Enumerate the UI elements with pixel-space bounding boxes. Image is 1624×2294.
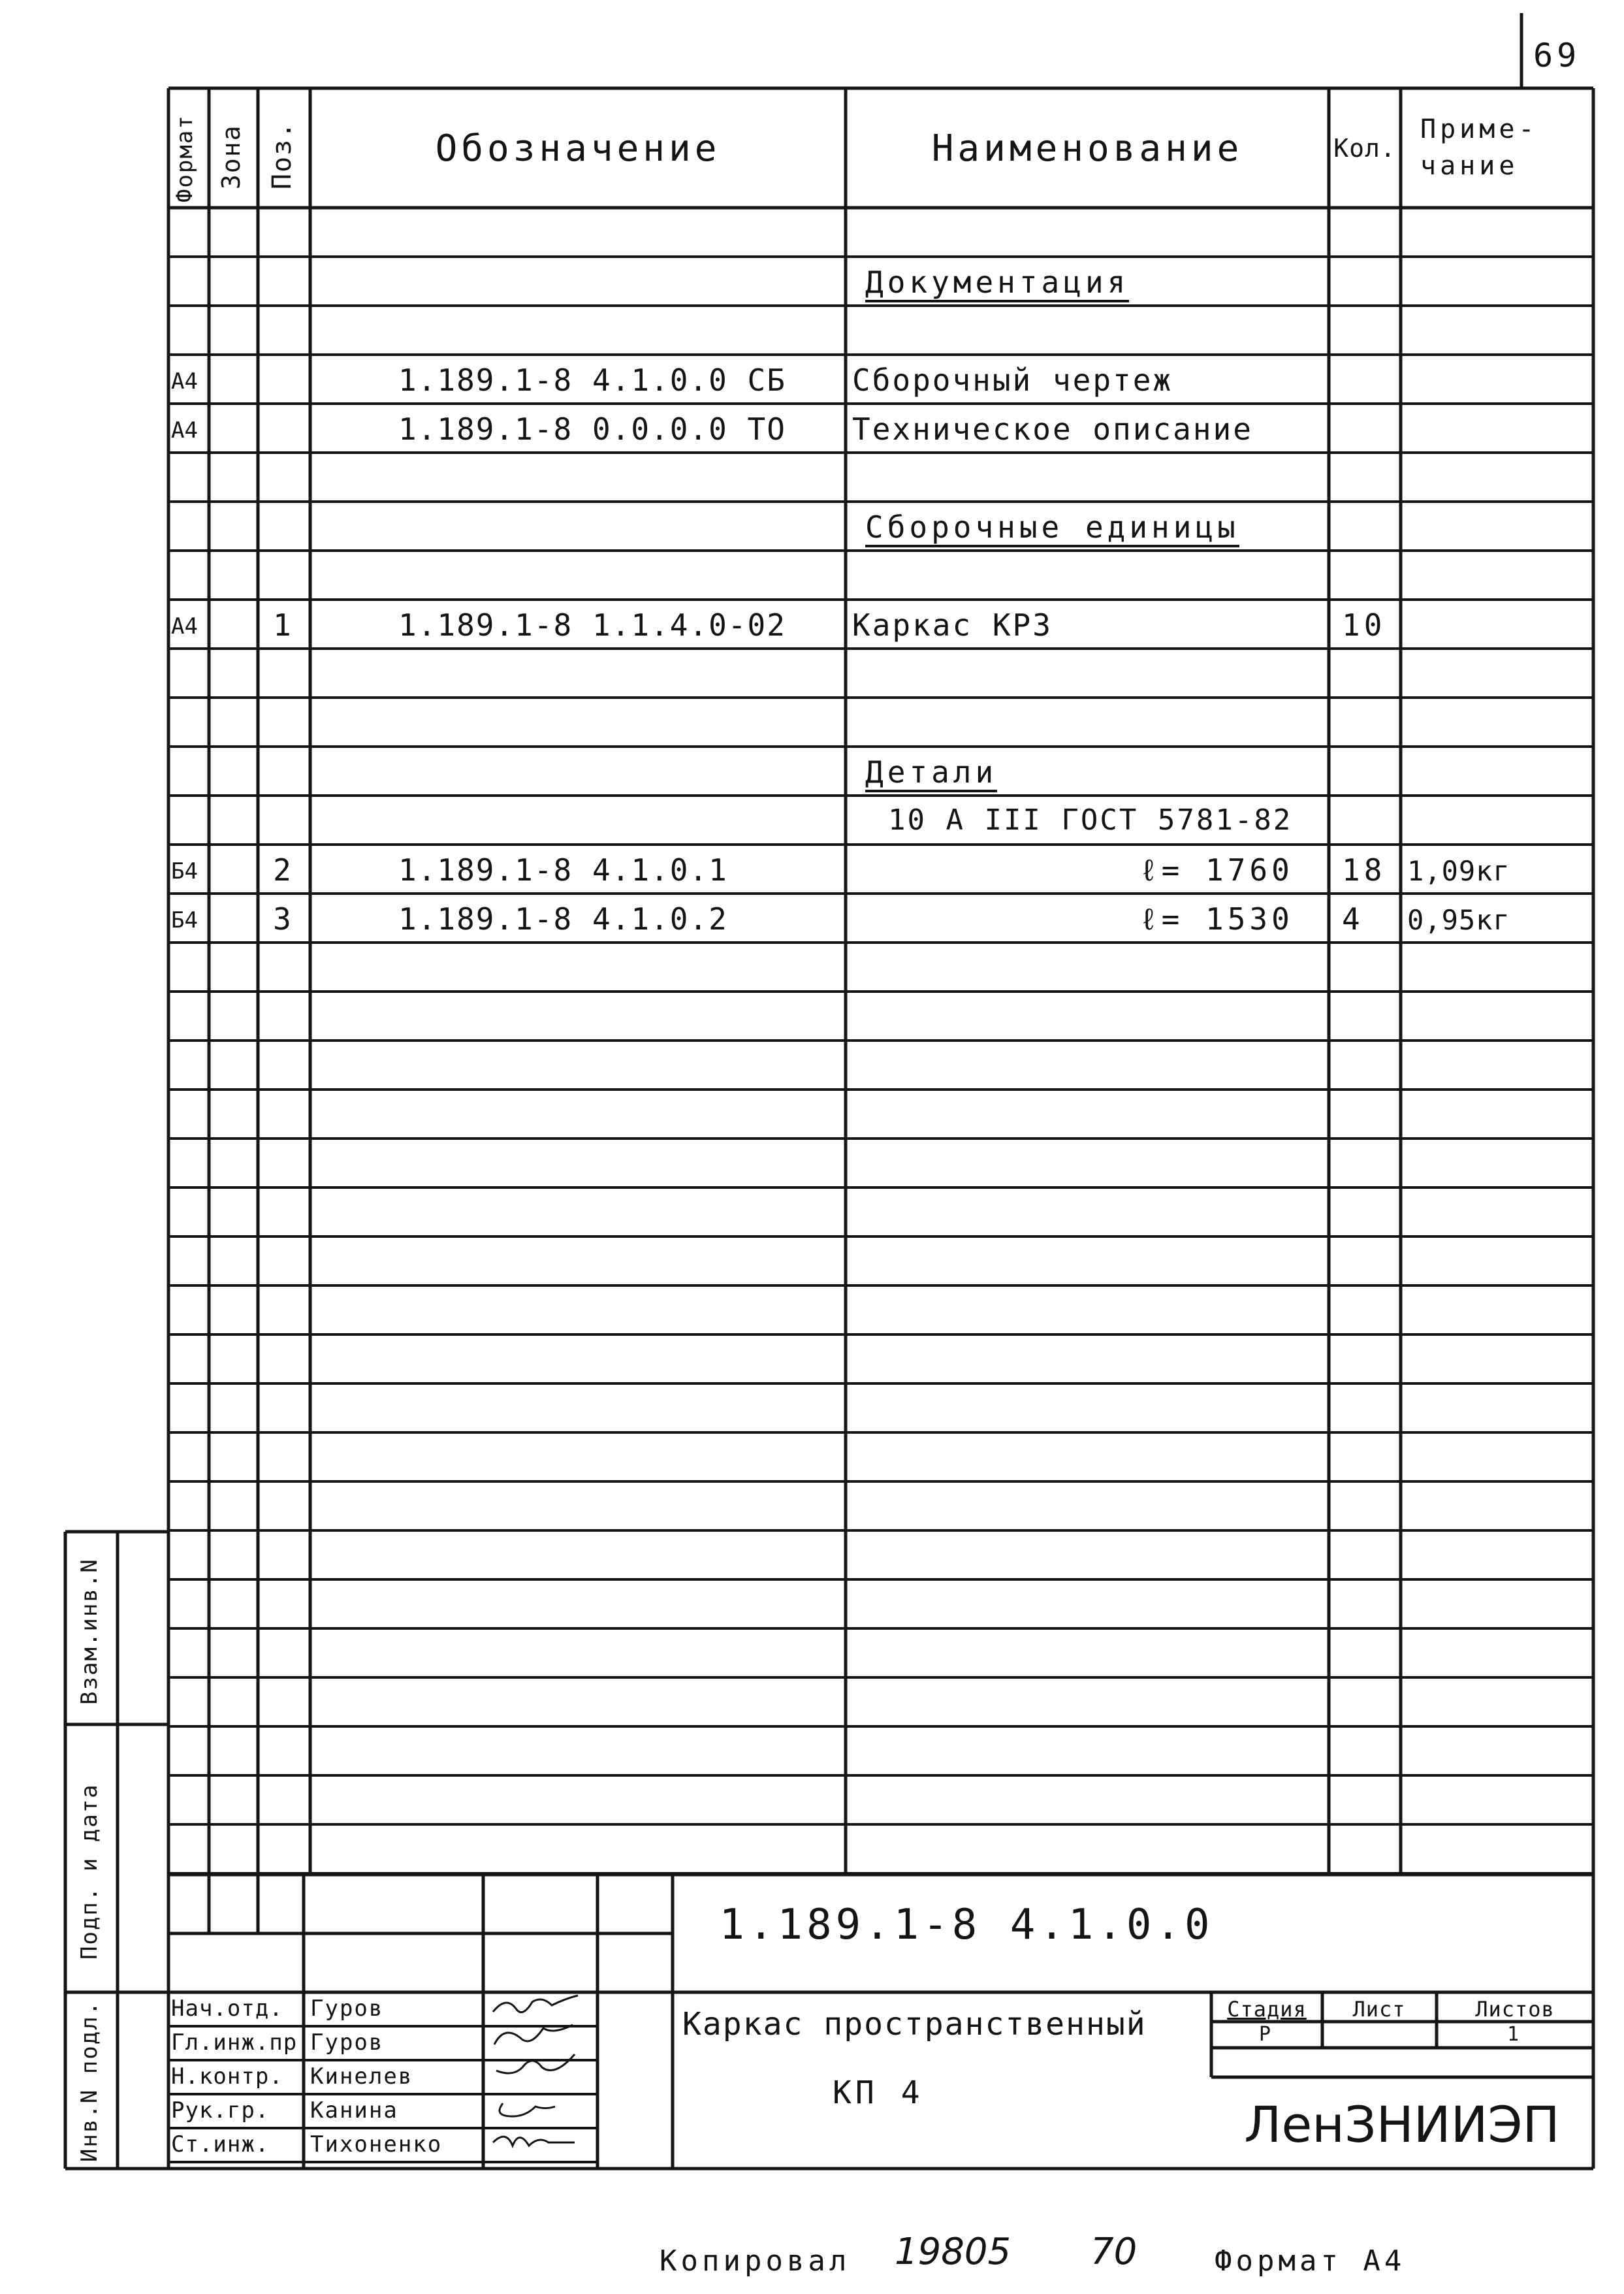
row-format: Б4 xyxy=(171,858,198,884)
row-pos: 3 xyxy=(273,901,295,937)
signature-name: Канина xyxy=(310,2097,398,2124)
row-name: Техническое описание xyxy=(852,412,1253,447)
row-format: А4 xyxy=(171,417,198,444)
header-zone: Зона xyxy=(217,124,246,189)
signature-role: Рук.гр. xyxy=(171,2097,270,2124)
row-qty: 10 xyxy=(1342,607,1386,643)
row-designation: 1.189.1-8 0.0.0.0 ТО xyxy=(398,412,786,447)
row-qty: 4 xyxy=(1342,901,1364,937)
row-note: 1,09кг xyxy=(1407,855,1510,887)
header-note: Приме- чание xyxy=(1420,114,1538,181)
row-name: 10 А III ГОСТ 5781-82 xyxy=(888,803,1293,837)
row-designation: 1.189.1-8 4.1.0.0 СБ xyxy=(398,363,786,398)
signature-role: Ст.инж. xyxy=(171,2131,270,2157)
copied-number: 19805 xyxy=(895,2231,1011,2273)
signature-name: Тихоненко xyxy=(310,2131,443,2157)
sheet-number: 69 xyxy=(1533,37,1581,74)
row-name: ℓ= 1530 xyxy=(1139,901,1294,937)
doc-code: 1.189.1-8 4.1.0.0 xyxy=(719,1901,1214,1949)
copied-number2: 70 xyxy=(1091,2231,1138,2273)
title-line1: Каркас пространственный xyxy=(682,2006,1147,2043)
sheets-label: Листов xyxy=(1475,1997,1555,2022)
row-format: А4 xyxy=(171,613,198,639)
stage-value: Р xyxy=(1258,2023,1275,2046)
signature-role: Гл.инж.пр xyxy=(171,2029,298,2056)
row-name: Сборочный чертеж xyxy=(852,363,1173,398)
organization: ЛенЗНИИЭП xyxy=(1244,2095,1560,2154)
sheets-value: 1 xyxy=(1506,2023,1523,2046)
sheet-label: Лист xyxy=(1352,1997,1406,2022)
row-qty: 18 xyxy=(1342,852,1386,888)
title-line2: КП 4 xyxy=(833,2075,924,2111)
row-pos: 1 xyxy=(273,607,295,643)
row-name: Сборочные единицы xyxy=(865,512,1239,547)
row-format: Б4 xyxy=(171,907,198,933)
signature-role: Н.контр. xyxy=(171,2063,283,2090)
header-designation: Обозначение xyxy=(435,127,721,170)
row-name: ℓ= 1760 xyxy=(1139,852,1294,888)
stamp-inst-inv: Взам.инв.N xyxy=(76,1558,103,1705)
header-format: Формат xyxy=(172,114,198,202)
stamp-inv-sub: Инв.N подл. xyxy=(76,2000,103,2162)
row-name: Детали xyxy=(865,757,997,792)
row-name: Документация xyxy=(865,267,1129,302)
row-designation: 1.189.1-8 1.1.4.0-02 xyxy=(398,607,786,643)
stage-label: Стадия xyxy=(1227,1997,1307,2022)
row-designation: 1.189.1-8 4.1.0.2 xyxy=(398,901,728,937)
row-note: 0,95кг xyxy=(1407,904,1510,936)
copied-label: Копировал xyxy=(660,2244,851,2278)
row-pos: 2 xyxy=(273,852,295,888)
header-qty: Кол. xyxy=(1333,134,1396,163)
row-format: А4 xyxy=(171,368,198,395)
signature-role: Нач.отд. xyxy=(171,1995,283,2022)
signature-name: Кинелев xyxy=(310,2063,413,2090)
signature-marks xyxy=(486,1992,597,2169)
row-designation: 1.189.1-8 4.1.0.1 xyxy=(398,852,728,888)
format-label: Формат А4 xyxy=(1215,2244,1406,2278)
signature-name: Гуров xyxy=(310,2029,384,2056)
header-pos: Поз. xyxy=(267,121,297,189)
stamp-sign-date: Подп. и дата xyxy=(76,1783,103,1960)
signature-name: Гуров xyxy=(310,1995,384,2022)
header-name: Наименование xyxy=(931,127,1243,170)
row-name: Каркас КР3 xyxy=(852,607,1053,643)
